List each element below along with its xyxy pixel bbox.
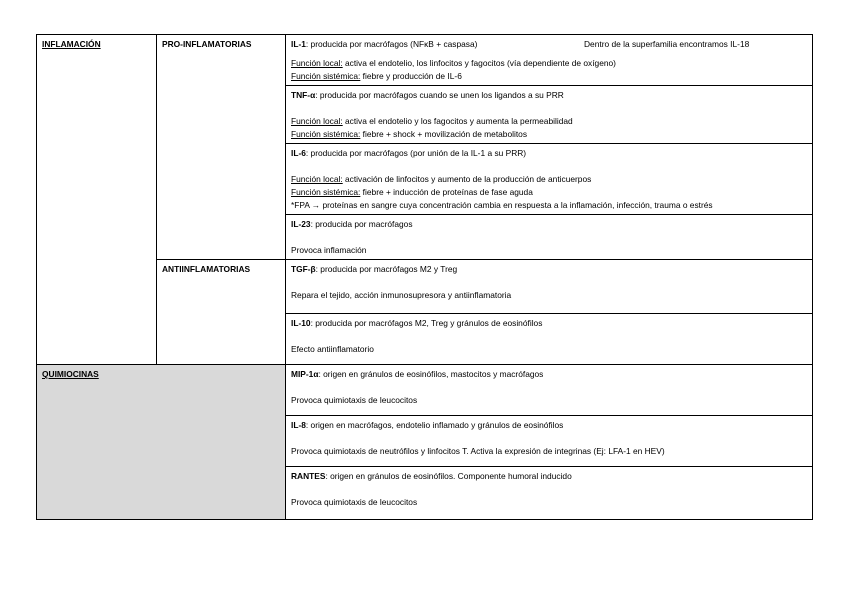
table-row xyxy=(37,35,813,86)
subsection-pro: PRO-INFLAMATORIAS xyxy=(157,35,286,260)
cell-il1: IL-1: producida por macrófagos (NFκB + caspasa) Dentro de la superfamilia encontramos IL-18 Función local: activa el endotelio, los linfocitos y fagocitos (vía dependiente de oxígeno) Función sistémica: fiebre y producción de IL-6 xyxy=(286,35,813,86)
cell-tgf: TGF-β: producida por macrófagos M2 y Treg Repara el tejido, acción inmunosupresora y antiinflamatoria xyxy=(286,260,813,314)
cell-il10: IL-10: producida por macrófagos M2, Treg y gránulos de eosinófilos Efecto antiinflamatorio xyxy=(286,314,813,365)
cell-tnf: TNF-α: producida por macrófagos cuando se unen los ligandos a su PRR Función local: activa el endotelio y los fagocitos y aumenta la permeabilidad Función sistémica: fiebre + shock + movilización de metabolitos xyxy=(286,86,813,144)
subsection-anti: ANTIINFLAMATORIAS xyxy=(157,260,286,365)
cell-rantes: RANTES: origen en gránulos de eosinófilos. Componente humoral inducido Provoca quimiotaxis de leucocitos xyxy=(286,467,813,520)
section-quimiocinas: QUIMIOCINAS xyxy=(37,365,286,520)
il1-note: Dentro de la superfamilia encontramos IL-18 xyxy=(584,39,750,49)
cell-il23: IL-23: producida por macrófagos Provoca inflamación xyxy=(286,215,813,260)
section-inflamacion: INFLAMACIÓN xyxy=(37,35,157,365)
cytokine-table xyxy=(36,34,813,520)
cell-il6: IL-6: producida por macrófagos (por unión de la IL-1 a su PRR) Función local: activación de linfocitos y aumento de la producción de anticuerpos Función sistémica: fiebre + inducción de proteínas de fase aguda *FPA → proteínas en sangre cuya concentración cambia en respuesta a la inflamación, infección, trauma o estrés xyxy=(286,144,813,215)
fpa-footnote: *FPA → proteínas en sangre cuya concentración cambia en respuesta a la inflamación, infección, trauma o estrés xyxy=(291,200,713,210)
cell-mip: MIP-1α: origen en gránulos de eosinófilos, mastocitos y macrófagos Provoca quimiotaxis de leucocitos xyxy=(286,365,813,416)
cell-il8: IL-8: origen en macrófagos, endotelio inflamado y gránulos de eosinófilos Provoca quimiotaxis de neutrófilos y linfocitos T. Activa la expresión de integrinas (Ej: LFA-1 en HEV) xyxy=(286,416,813,467)
table-row xyxy=(37,365,813,416)
